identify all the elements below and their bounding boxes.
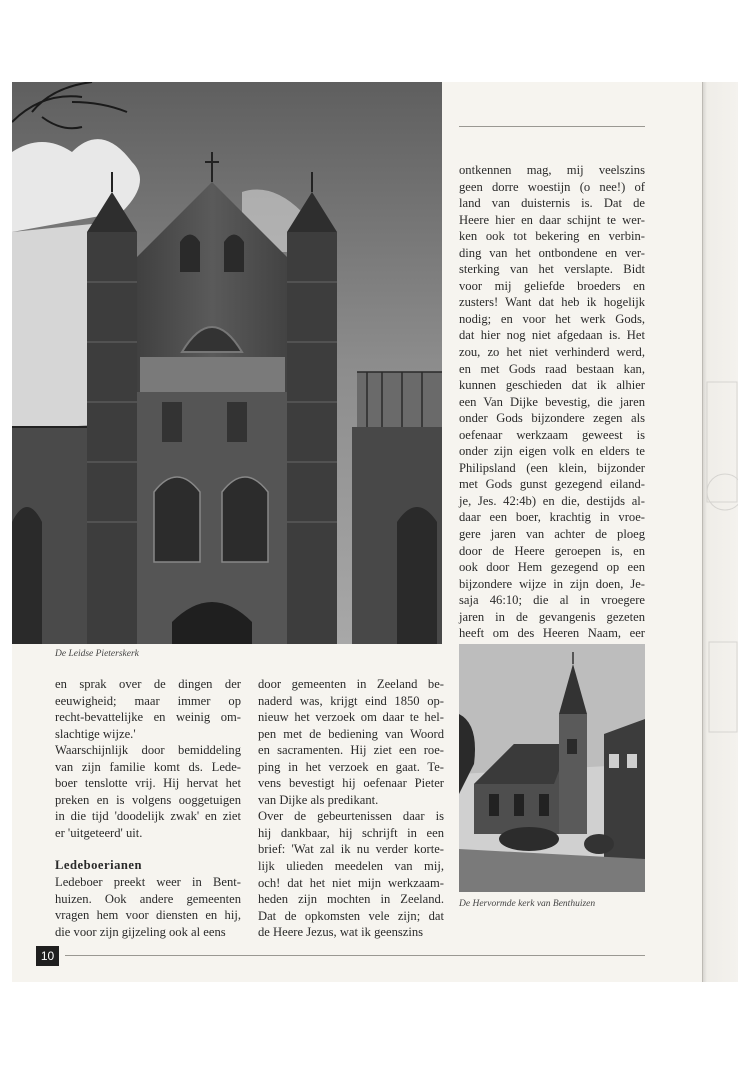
text-line: nodig; en voor het werk Gods,: [459, 311, 645, 326]
text-line: Over de gebeurtenissen daar is: [258, 809, 444, 824]
text-line: je, Jes. 42:4b) en die, destijds al-: [459, 493, 645, 508]
page-number: 10: [36, 946, 59, 966]
next-page-edge: [702, 82, 738, 982]
text-line: een Van Dijke bevestig, die jaren: [459, 394, 645, 409]
text-line: er 'uitgeteerd' uit.: [55, 825, 143, 840]
text-line: Ledeboer preekt weer in Bent-: [55, 875, 241, 890]
text-line: hij dankbaar, hij schrijft in een: [258, 825, 444, 840]
text-line: de Heere Jezus, wat ik geenszins: [258, 925, 424, 940]
text-line: Dat de opkomsten vele zijn; dat: [258, 908, 444, 923]
paragraph: [55, 874, 241, 940]
text-line: jaren in de gevangenis gezeten: [459, 609, 645, 624]
text-line: zou, zo het niet verhinderd werd,: [459, 345, 645, 360]
section-heading: Ledeboerianen: [55, 858, 142, 873]
text-line: met Gods gunst gezegend eiland-: [459, 477, 645, 492]
middle-text-column: [258, 676, 444, 941]
text-line: heden zijn mochten in Zeeland.: [258, 892, 444, 907]
footer-rule: [65, 955, 645, 956]
church-illustration: [12, 82, 442, 644]
paragraph: [258, 676, 444, 808]
church-photo-leidse-pieterskerk: [12, 82, 442, 644]
text-line: vens bevestigt hij oefenaar Pieter: [258, 776, 444, 791]
kerk-illustration: [459, 644, 645, 892]
text-line: in die tijd 'doodelijk zwak' en ziet: [55, 809, 241, 824]
text-line: ping in het verzoek en gaat. Te-: [258, 759, 444, 774]
right-text-column: [459, 162, 645, 675]
text-line: heeft om des Heeren Naam, eer: [459, 626, 645, 641]
text-line: vragen hem voor diensten en hij,: [55, 908, 241, 923]
text-line: preken en is volgens ooggetuigen: [55, 792, 241, 807]
text-line: ding van het ontbondene en ver-: [459, 245, 645, 260]
text-line: land van duisternis is. Dat de: [459, 196, 645, 211]
text-line: ook door Hem gezegend op een: [459, 560, 645, 575]
text-line: door de Heere geroepen is, en: [459, 543, 645, 558]
text-line: Philipsland (een klein, bijzonder: [459, 460, 645, 475]
paragraph: [258, 808, 444, 940]
text-line: boer tenslotte vrij. Hij hervat het: [55, 776, 241, 791]
text-line: huizen. Ook andere gemeenten: [55, 891, 241, 906]
text-line: och! dat het niet mijn werkzaam-: [258, 875, 444, 890]
left-text-column: [55, 676, 241, 940]
text-line: saja 46:10; die al in vroegere: [459, 593, 645, 608]
text-line: onder zijn eigen volk en elders te: [459, 444, 645, 459]
text-line: zusters! Want dat heb ik hogelijk: [459, 295, 645, 310]
text-line: en sprak over de dingen der: [55, 677, 241, 691]
text-line: naderd was, krijgt eind 1850 op-: [258, 693, 444, 708]
text-line: Heere hier en daar schijnt te wer-: [459, 212, 645, 227]
text-line: en sacramenten. Hij ziet een roe-: [258, 743, 444, 758]
text-line: slachtige wijze.': [55, 726, 136, 741]
kerk-photo-caption: De Hervormde kerk van Benthuizen: [459, 899, 596, 909]
text-line: van Dijke als predikant.: [258, 792, 379, 807]
text-line: geen dorre woestijn (o nee!) of: [459, 179, 645, 194]
text-line: lijk ulieden meedelen van mij,: [258, 859, 444, 874]
text-line: en met Gods raad bestaan kan,: [459, 361, 645, 376]
text-line: onder Gods bijzondere zegen als: [459, 411, 645, 426]
text-line: door gemeenten in Zeeland be-: [258, 677, 444, 691]
text-line: oefenaar werkzaam geweest is: [459, 427, 645, 442]
text-line: die voor zijn gijzeling ook al eens: [55, 924, 226, 939]
church-photo-caption: De Leidse Pieterskerk: [55, 649, 139, 659]
text-line: recht-bevattelijke en weinig om-: [55, 710, 241, 725]
text-line: eeuwigheid; maar immer op: [55, 693, 241, 708]
text-line: dat hier nog niet afgedaan is. Het: [459, 328, 645, 343]
text-line: kunnen geschieden dat ik alhier: [459, 378, 645, 393]
text-line: nieuw het verzoek om daar te hel-: [258, 710, 444, 725]
text-line: gere jaren van achter de ploeg: [459, 527, 645, 542]
text-line: voor mij geliefde broeders en: [459, 278, 645, 293]
text-line: daar een boer, krachtig in vroe-: [459, 510, 645, 525]
text-line: pen met de bediening van Woord: [258, 726, 444, 741]
bleed-through-illustration: [703, 82, 738, 982]
text-line: van zijn familie komt ds. Lede-: [55, 759, 241, 774]
paragraph: [55, 742, 241, 841]
text-line: ken ook tot bekering en verbin-: [459, 229, 645, 244]
church-photo-benthuizen: [459, 644, 645, 892]
paragraph: [55, 676, 241, 742]
column-top-rule: [459, 126, 645, 127]
text-line: bijzondere wijze in zijn doen, Je-: [459, 576, 645, 591]
text-line: ontkennen mag, mij veelszins: [459, 163, 645, 177]
text-line: brief: 'Wat zal ik nu verder korte-: [258, 842, 444, 857]
text-line: Waarschijnlijk door bemiddeling: [55, 743, 241, 758]
text-line: sterking van het verslapte. Bidt: [459, 262, 645, 277]
